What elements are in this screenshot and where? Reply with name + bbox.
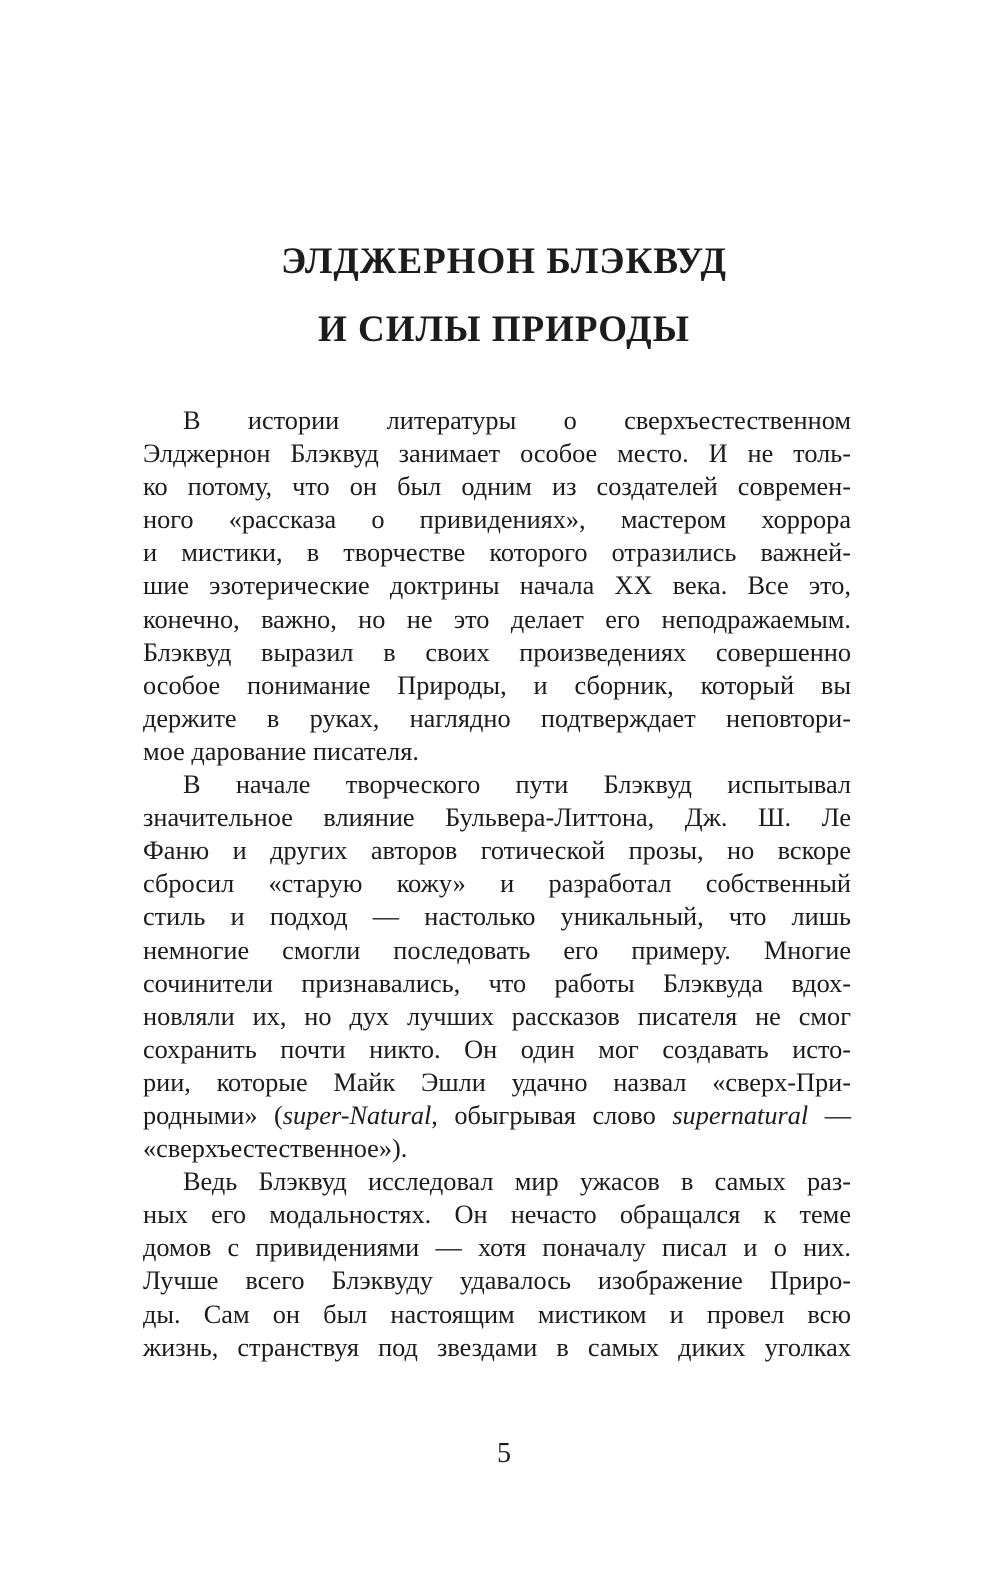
text-line: новляли их, но дух лучших рассказов писателя не смог xyxy=(143,1001,851,1031)
text-line: ды. Сам он был настоящим мистиком и провел всю xyxy=(143,1299,851,1329)
text-run: — xyxy=(808,1100,851,1130)
text-line: домов с привидениями — хотя поначалу писал и о них. xyxy=(143,1233,851,1263)
text-line: Фаню и других авторов готической прозы, но вскоре xyxy=(143,836,851,866)
text-run: родными» ( xyxy=(143,1100,283,1130)
text-line: немногие смогли последовать его примеру. Многие xyxy=(143,935,851,965)
text-line: В начале творческого пути Блэквуд испытывал xyxy=(183,770,851,800)
text-line: рии, которые Майк Эшли удачно назвал «сверх-При- xyxy=(143,1067,851,1097)
page-number: 5 xyxy=(497,1438,511,1469)
text-run: , обыгрывая слово xyxy=(431,1100,673,1130)
text-line: ко потому, что он был одним из создателей современ- xyxy=(143,472,851,502)
text-line: ных его модальностях. Он нечасто обращался к теме xyxy=(143,1200,851,1230)
body-text xyxy=(143,404,851,1364)
text-line: ного «рассказа о привидениях», мастером хоррора xyxy=(143,505,851,535)
text-line: стиль и подход — настолько уникальный, что лишь xyxy=(143,902,851,932)
text-line: Блэквуд выразил в своих произведениях совершенно xyxy=(143,637,851,667)
text-line: и мистики, в творчестве которого отразились важней- xyxy=(143,538,851,568)
text-line: Ведь Блэквуд исследовал мир ужасов в самых раз- xyxy=(183,1167,851,1197)
text-line: держите в руках, наглядно подтверждает неповтори- xyxy=(143,703,851,733)
italic-term: super-Natural xyxy=(282,1100,432,1130)
text-line-with-italics xyxy=(143,1099,851,1132)
text-line: конечно, важно, но не это делает его неподражаемым. xyxy=(143,604,851,634)
text-line: Элджернон Блэквуд занимает особое место. И не толь- xyxy=(143,439,851,469)
text-line: сбросил «старую кожу» и разработал собственный xyxy=(143,869,851,899)
italic-term: supernatural xyxy=(672,1100,809,1130)
text-line: сочинители признавались, что работы Блэквуда вдох- xyxy=(143,968,851,998)
chapter-title-line-2: И СИЛЫ ПРИРОДЫ xyxy=(318,309,690,350)
text-line: жизнь, странствуя под звездами в самых диких уголках xyxy=(143,1332,851,1362)
text-line: Лучше всего Блэквуду удавалось изображение Приро- xyxy=(143,1266,851,1296)
text-line: В истории литературы о сверхъестественном xyxy=(183,406,851,435)
text-line: шие эзотерические доктрины начала XX века. Все это, xyxy=(143,571,851,601)
text-line: особое понимание Природы, и сборник, который вы xyxy=(143,670,851,700)
chapter-title-line-1: ЭЛДЖЕРНОН БЛЭКВУД xyxy=(281,241,727,282)
text-line: значительное влияние Бульвера-Литтона, Дж. Ш. Ле xyxy=(143,803,851,833)
text-line: сохранить почти никто. Он один мог создавать исто- xyxy=(143,1034,851,1064)
text-line: «сверхъестественное»). xyxy=(143,1134,408,1164)
text-line: мое дарование писателя. xyxy=(143,736,419,766)
chapter-title xyxy=(0,228,1008,364)
